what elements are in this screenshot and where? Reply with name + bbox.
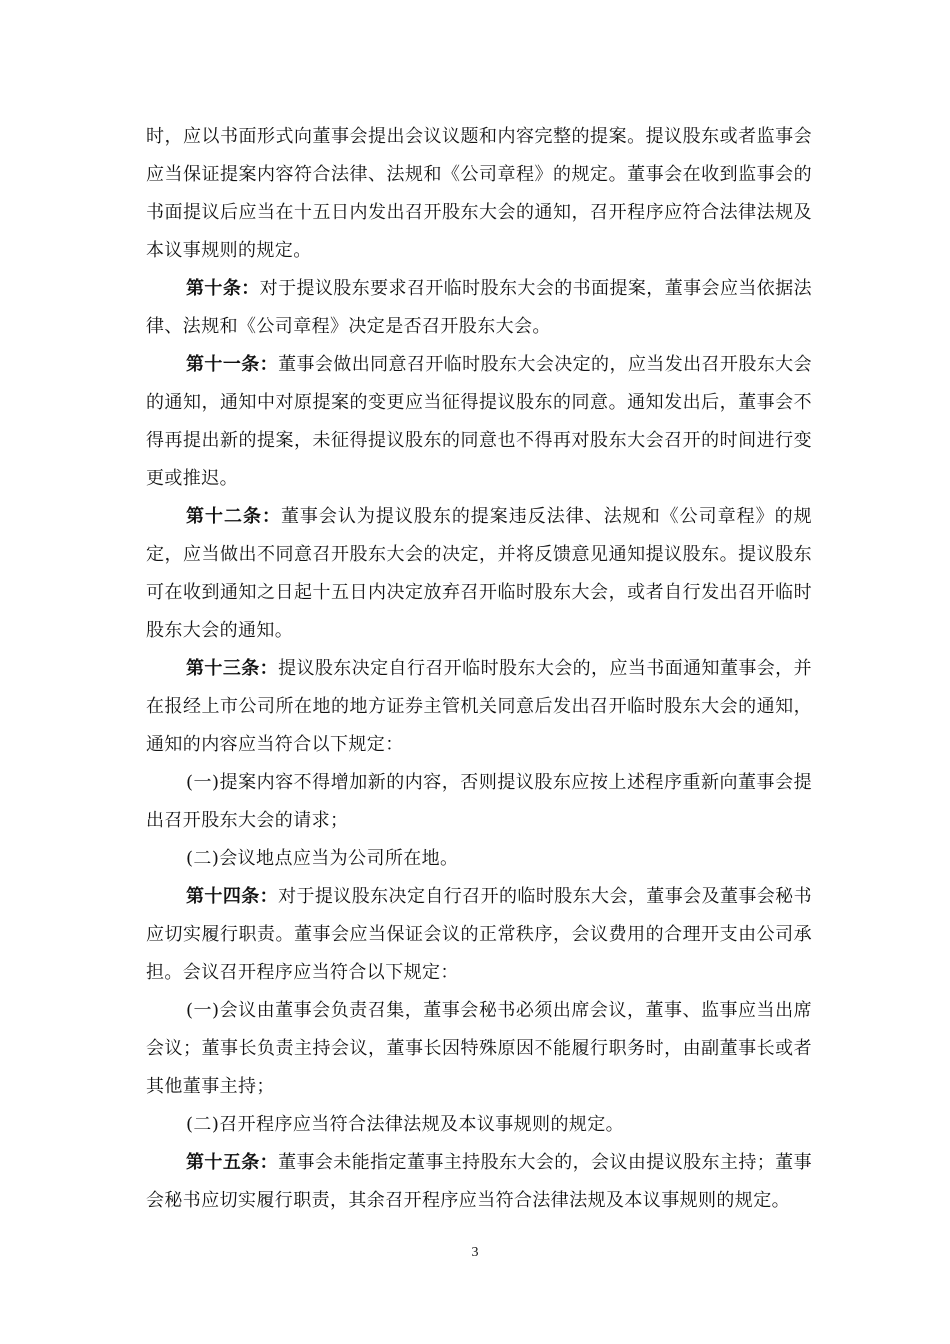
article-heading: 第十三条：: [186, 658, 279, 679]
document-body: [146, 118, 812, 1220]
article-text: 提议股东决定自行召开临时股东大会的，应当书面通知董事会，并在报经上市公司所在地的地方证券主管机关同意后发出召开临时股东大会的通知，通知的内容应当符合以下规定：: [146, 658, 812, 755]
list-item-text: (二)会议地点应当为公司所在地。: [186, 848, 459, 869]
paragraph-text: 时，应以书面形式向董事会提出会议议题和内容完整的提案。提议股东或者监事会应当保证提案内容符合法律、法规和《公司章程》的规定。董事会在收到监事会的书面提议后应当在十五日内发出召开股东大会的通知，召开程序应符合法律法规及本议事规则的规定。: [146, 126, 812, 261]
article-heading: 第十二条：: [186, 506, 281, 527]
article-14-item-1: [146, 992, 812, 1106]
article-14-item-2: [146, 1106, 812, 1144]
article-13-item-2: [146, 840, 812, 878]
article-13: [146, 650, 812, 764]
article-11: [146, 346, 812, 498]
list-item-text: (一)提案内容不得增加新的内容，否则提议股东应按上述程序重新向董事会提出召开股东大会的请求；: [146, 772, 812, 831]
article-heading: 第十一条：: [186, 354, 279, 375]
article-text: 董事会未能指定董事主持股东大会的，会议由提议股东主持；董事会秘书应切实履行职责，其余召开程序应当符合法律法规及本议事规则的规定。: [146, 1152, 812, 1211]
article-heading: 第十条：: [186, 278, 260, 299]
article-heading: 第十五条：: [186, 1152, 279, 1173]
article-text: 对于提议股东要求召开临时股东大会的书面提案，董事会应当依据法律、法规和《公司章程》决定是否召开股东大会。: [146, 278, 812, 337]
article-14: [146, 878, 812, 992]
paragraph-continuation: [146, 118, 812, 270]
list-item-text: (二)召开程序应当符合法律法规及本议事规则的规定。: [186, 1114, 625, 1135]
article-12: [146, 498, 812, 650]
article-text: 董事会认为提议股东的提案违反法律、法规和《公司章程》的规定，应当做出不同意召开股东大会的决定，并将反馈意见通知提议股东。提议股东可在收到通知之日起十五日内决定放弃召开临时股东大会，或者自行发出召开临时股东大会的通知。: [146, 506, 812, 641]
page-number: 3: [471, 1245, 479, 1260]
list-item-text: (一)会议由董事会负责召集，董事会秘书必须出席会议，董事、监事应当出席会议；董事长负责主持会议，董事长因特殊原因不能履行职务时，由副董事长或者其他董事主持；: [146, 1000, 812, 1097]
article-text: 董事会做出同意召开临时股东大会决定的，应当发出召开股东大会的通知，通知中对原提案的变更应当征得提议股东的同意。通知发出后，董事会不得再提出新的提案，未征得提议股东的同意也不得再对股东大会召开的时间进行变更或推迟。: [146, 354, 812, 489]
article-13-item-1: [146, 764, 812, 840]
article-15: [146, 1144, 812, 1220]
article-heading: 第十四条：: [186, 886, 279, 907]
article-10: [146, 270, 812, 346]
article-text: 对于提议股东决定自行召开的临时股东大会，董事会及董事会秘书应切实履行职责。董事会应当保证会议的正常秩序，会议费用的合理开支由公司承担。会议召开程序应当符合以下规定：: [146, 886, 812, 983]
